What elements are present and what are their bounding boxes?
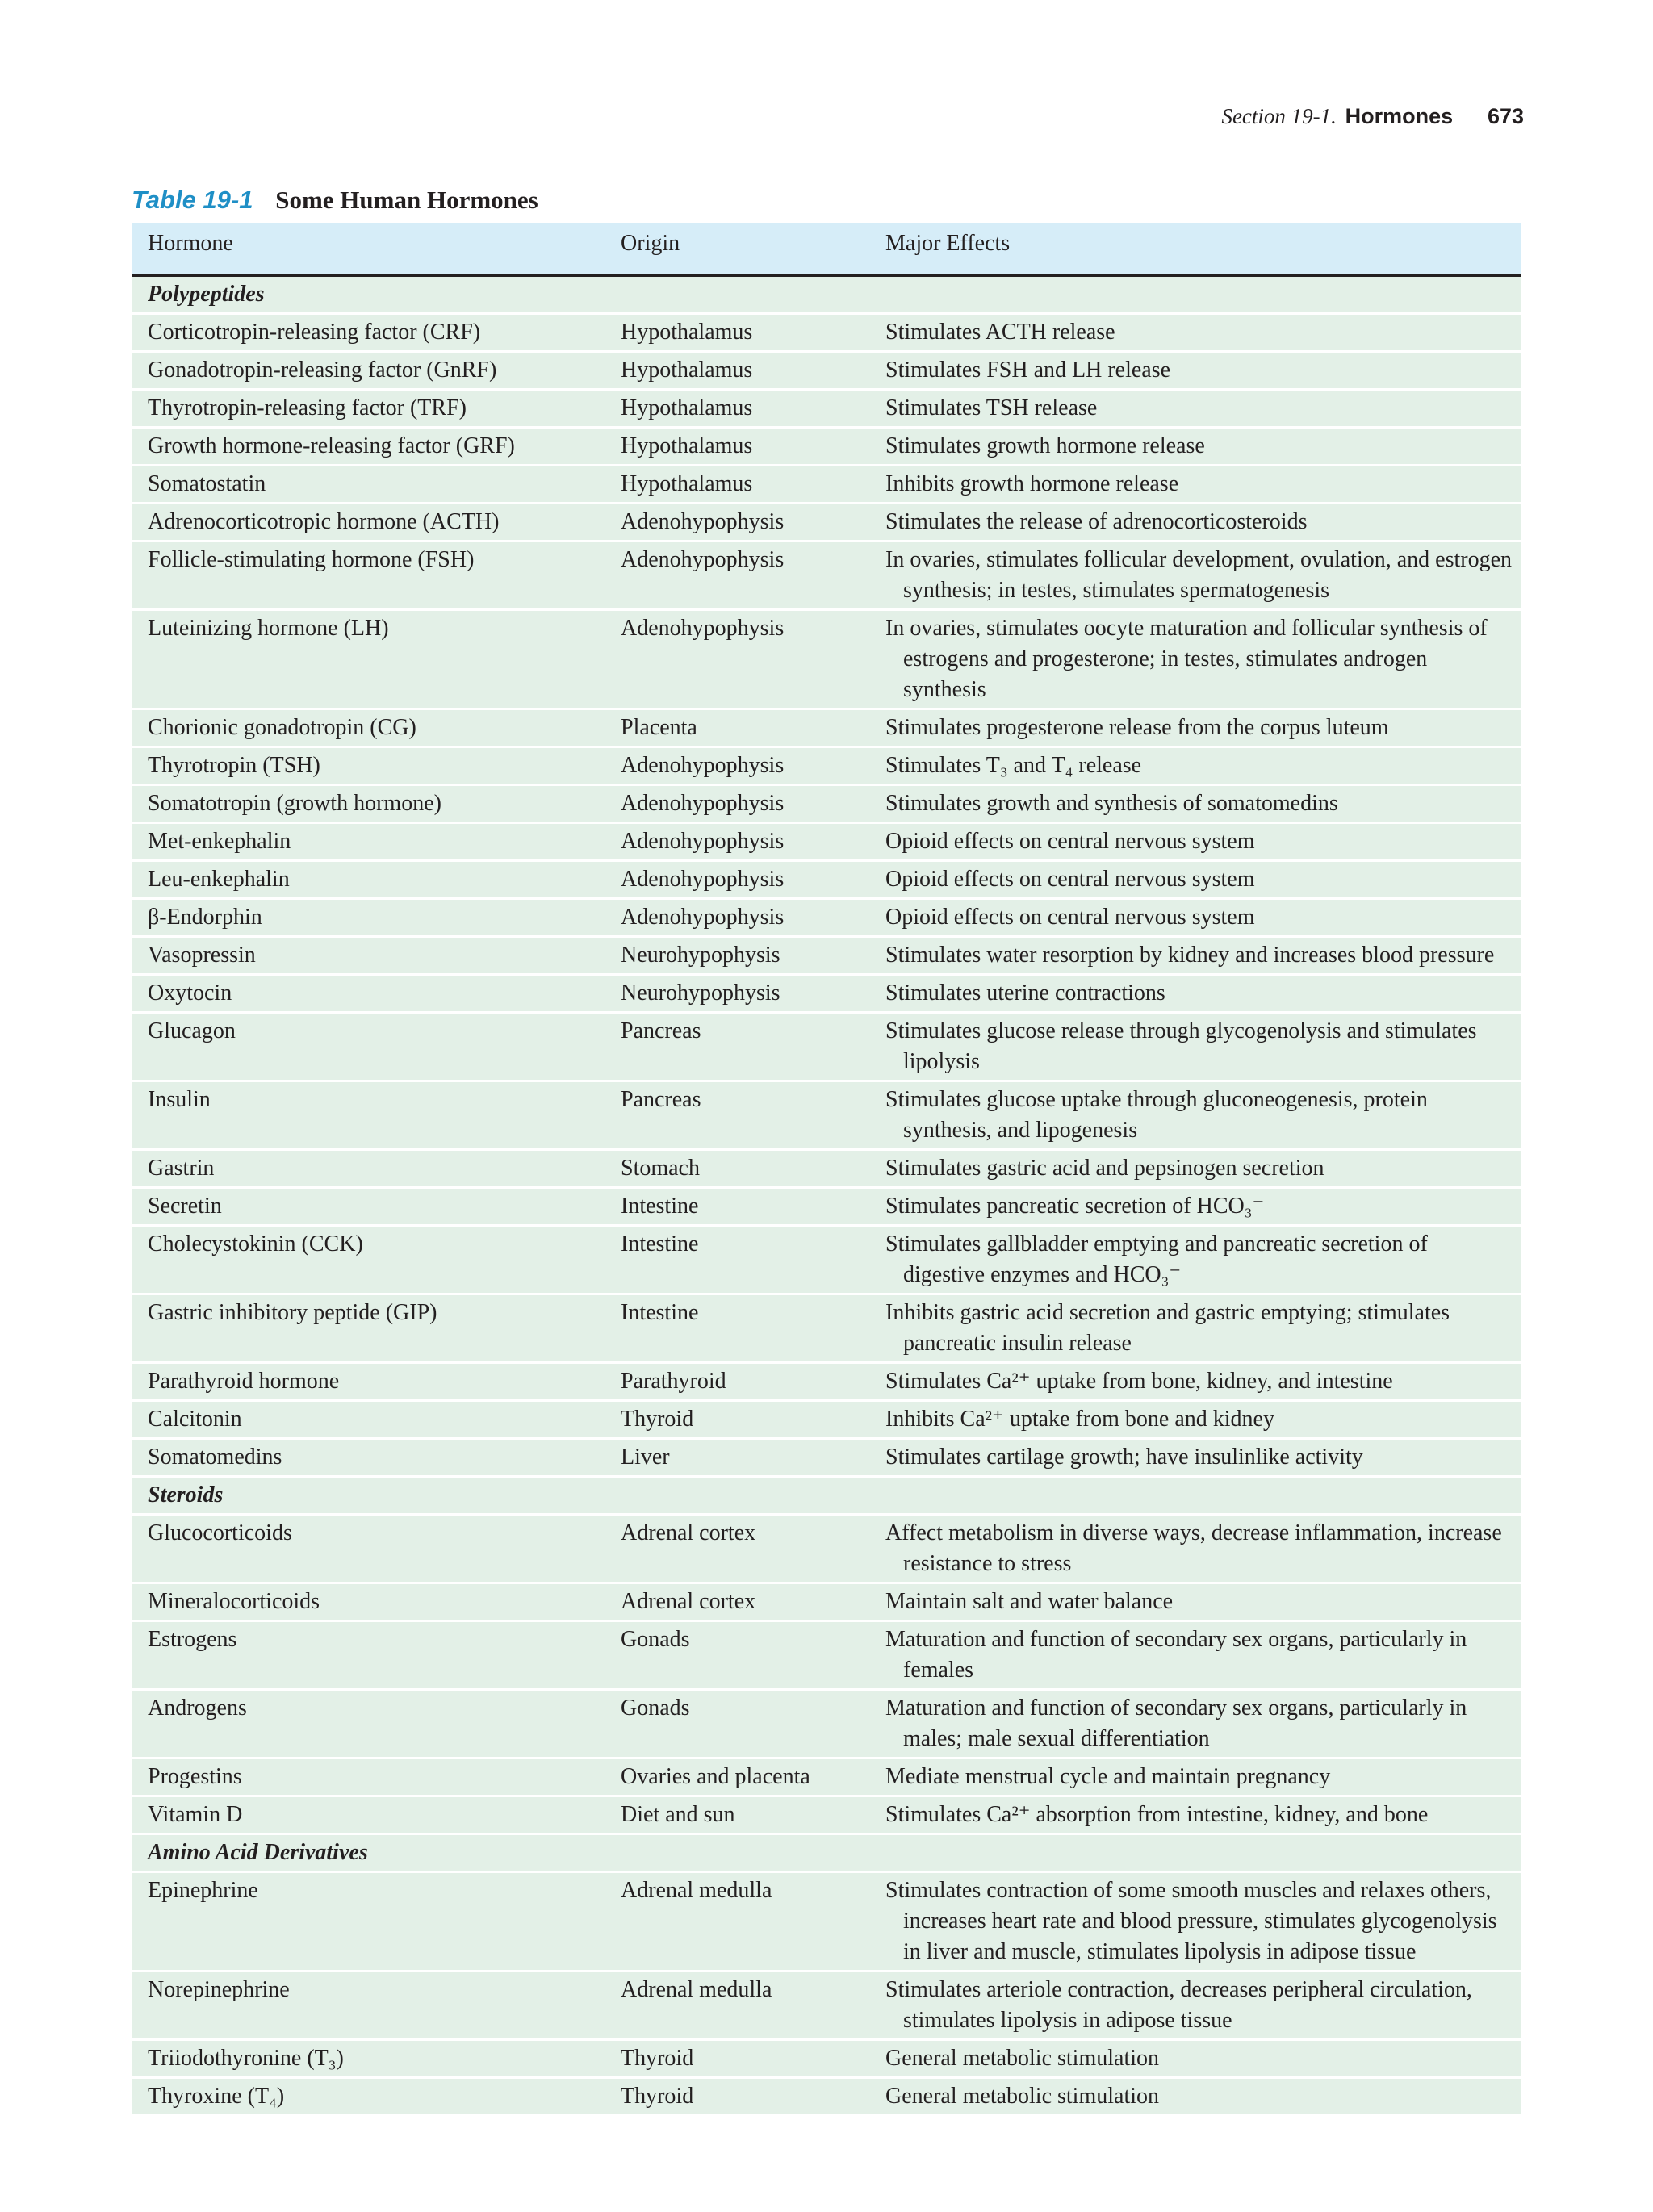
effect-text: Maturation and function of secondary sex organs, particularly in females xyxy=(885,1627,1467,1683)
table-row xyxy=(132,428,1521,466)
effect-cell xyxy=(869,610,1521,709)
origin-cell: Neurohypophysis xyxy=(605,937,869,975)
effect-text: Stimulates contraction of some smooth muscles and relaxes others, increases heart rate and blood pressure, stimulates glycogenolysis in liver and muscle, stimulates lipolysis in adipose tissue xyxy=(885,1878,1497,1964)
table-row xyxy=(132,610,1521,709)
effect-cell xyxy=(869,1226,1521,1294)
effect-text: General metabolic stimulation xyxy=(885,2084,1160,2109)
effect-cell xyxy=(869,1872,1521,1972)
hormone-cell: Corticotropin-releasing factor (CRF) xyxy=(132,314,605,352)
effect-cell xyxy=(869,428,1521,466)
hormone-cell: Gonadotropin-releasing factor (GnRF) xyxy=(132,352,605,390)
hormone-cell: Glucocorticoids xyxy=(132,1515,605,1583)
origin-cell: Pancreas xyxy=(605,1081,869,1150)
table-row xyxy=(132,542,1521,610)
effect-text: Opioid effects on central nervous system xyxy=(885,905,1255,930)
table-row xyxy=(132,1294,1521,1363)
effect-text: Inhibits gastric acid secretion and gastric emptying; stimulates pancreatic insulin release xyxy=(885,1300,1450,1356)
origin-cell: Adrenal medulla xyxy=(605,1872,869,1972)
table-row xyxy=(132,1583,1521,1621)
hormone-cell: Thyroxine (T₄) xyxy=(132,2078,605,2115)
effect-text: Stimulates gastric acid and pepsinogen secretion xyxy=(885,1156,1324,1181)
section-heading: Amino Acid Derivatives xyxy=(132,1834,1521,1872)
table-row xyxy=(132,1796,1521,1834)
effect-text: Stimulates Ca²⁺ uptake from bone, kidney, and intestine xyxy=(885,1369,1393,1394)
hormone-cell: Adrenocorticotropic hormone (ACTH) xyxy=(132,504,605,542)
hormone-cell: Follicle-stimulating hormone (FSH) xyxy=(132,542,605,610)
effect-cell xyxy=(869,466,1521,504)
hormone-cell: Luteinizing hormone (LH) xyxy=(132,610,605,709)
table-row xyxy=(132,1150,1521,1188)
effect-text: Stimulates water resorption by kidney and increases blood pressure xyxy=(885,943,1495,968)
effect-text: Stimulates cartilage growth; have insulinlike activity xyxy=(885,1445,1363,1470)
hormone-cell: Triiodothyronine (T₃) xyxy=(132,2040,605,2078)
effect-cell xyxy=(869,1013,1521,1081)
effect-text: Stimulates T₃ and T₄ release xyxy=(885,753,1142,778)
origin-cell: Adenohypophysis xyxy=(605,610,869,709)
effect-cell xyxy=(869,785,1521,823)
hormone-cell: Norepinephrine xyxy=(132,1972,605,2040)
hormone-cell: Thyrotropin-releasing factor (TRF) xyxy=(132,390,605,428)
origin-cell: Stomach xyxy=(605,1150,869,1188)
table-row xyxy=(132,1515,1521,1583)
effect-text: Opioid effects on central nervous system xyxy=(885,829,1255,854)
table-number: Table 19-1 xyxy=(132,186,253,214)
effect-cell xyxy=(869,1690,1521,1758)
table-caption: Some Human Hormones xyxy=(275,186,538,214)
hormone-cell: Mineralocorticoids xyxy=(132,1583,605,1621)
effect-text: Stimulates arteriole contraction, decreases peripheral circulation, stimulates lipolysis in adipose tissue xyxy=(885,1977,1472,2033)
hormone-cell: Glucagon xyxy=(132,1013,605,1081)
section-row xyxy=(132,1834,1521,1872)
origin-cell: Gonads xyxy=(605,1621,869,1690)
effect-text: In ovaries, stimulates oocyte maturation and follicular synthesis of estrogens and progesterone; in testes, stimulates androgen synthesis xyxy=(885,616,1488,702)
effect-cell xyxy=(869,352,1521,390)
running-head xyxy=(1221,100,1524,132)
section-row xyxy=(132,276,1521,314)
origin-cell: Hypothalamus xyxy=(605,352,869,390)
origin-cell: Intestine xyxy=(605,1188,869,1226)
section-heading: Polypeptides xyxy=(132,276,1521,314)
origin-cell: Adenohypophysis xyxy=(605,823,869,861)
effect-cell xyxy=(869,2078,1521,2115)
table-header-row xyxy=(132,223,1521,276)
effect-text: Stimulates FSH and LH release xyxy=(885,358,1171,383)
effect-cell xyxy=(869,937,1521,975)
table-row xyxy=(132,861,1521,899)
effect-cell xyxy=(869,1583,1521,1621)
hormone-cell: Androgens xyxy=(132,1690,605,1758)
table-row xyxy=(132,504,1521,542)
effect-cell xyxy=(869,1294,1521,1363)
effect-cell xyxy=(869,1363,1521,1401)
hormone-cell: Parathyroid hormone xyxy=(132,1363,605,1401)
hormone-cell: Somatotropin (growth hormone) xyxy=(132,785,605,823)
effect-cell xyxy=(869,1796,1521,1834)
table-row xyxy=(132,1439,1521,1477)
effect-text: Stimulates TSH release xyxy=(885,395,1098,420)
hormone-cell: Cholecystokinin (CCK) xyxy=(132,1226,605,1294)
table-row xyxy=(132,937,1521,975)
origin-cell: Adrenal cortex xyxy=(605,1515,869,1583)
table-title xyxy=(132,184,538,216)
table-row xyxy=(132,975,1521,1013)
effect-text: Inhibits growth hormone release xyxy=(885,471,1179,496)
effect-cell xyxy=(869,1150,1521,1188)
effect-text: Stimulates Ca²⁺ absorption from intestine, kidney, and bone xyxy=(885,1802,1429,1827)
table-row xyxy=(132,823,1521,861)
effect-text: Stimulates pancreatic secretion of HCO₃⁻ xyxy=(885,1194,1265,1219)
effect-cell xyxy=(869,899,1521,937)
effect-cell xyxy=(869,1401,1521,1439)
effect-cell xyxy=(869,1188,1521,1226)
origin-cell: Intestine xyxy=(605,1226,869,1294)
origin-cell: Thyroid xyxy=(605,1401,869,1439)
hormone-cell: Epinephrine xyxy=(132,1872,605,1972)
origin-cell: Adenohypophysis xyxy=(605,899,869,937)
origin-cell: Adenohypophysis xyxy=(605,861,869,899)
hormone-cell: β-Endorphin xyxy=(132,899,605,937)
section-label: Section 19-1. xyxy=(1221,104,1337,128)
effect-cell xyxy=(869,390,1521,428)
hormone-table xyxy=(132,223,1521,2114)
table-row xyxy=(132,1690,1521,1758)
effect-text: Stimulates progesterone release from the corpus luteum xyxy=(885,715,1389,740)
effect-text: Opioid effects on central nervous system xyxy=(885,867,1255,892)
hormone-cell: Calcitonin xyxy=(132,1401,605,1439)
hormone-table-container xyxy=(132,223,1521,2114)
hormone-cell: Progestins xyxy=(132,1758,605,1796)
origin-cell: Adenohypophysis xyxy=(605,504,869,542)
page-number: 673 xyxy=(1487,104,1524,128)
table-row xyxy=(132,1081,1521,1150)
table-row xyxy=(132,2040,1521,2078)
origin-cell: Neurohypophysis xyxy=(605,975,869,1013)
table-row xyxy=(132,2078,1521,2115)
hormone-cell: Somatostatin xyxy=(132,466,605,504)
origin-cell: Thyroid xyxy=(605,2040,869,2078)
table-row xyxy=(132,1872,1521,1972)
hormone-cell: Met-enkephalin xyxy=(132,823,605,861)
table-row xyxy=(132,1972,1521,2040)
effect-text: Affect metabolism in diverse ways, decrease inflammation, increase resistance to stress xyxy=(885,1520,1502,1576)
origin-cell: Hypothalamus xyxy=(605,314,869,352)
section-topic: Hormones xyxy=(1345,104,1454,128)
origin-cell: Gonads xyxy=(605,1690,869,1758)
effect-text: Stimulates glucose uptake through gluconeogenesis, protein synthesis, and lipogenesis xyxy=(885,1087,1428,1143)
origin-cell: Adenohypophysis xyxy=(605,747,869,785)
table-row xyxy=(132,352,1521,390)
effect-cell xyxy=(869,975,1521,1013)
origin-cell: Hypothalamus xyxy=(605,428,869,466)
origin-cell: Adenohypophysis xyxy=(605,785,869,823)
effect-text: General metabolic stimulation xyxy=(885,2046,1160,2071)
effect-cell xyxy=(869,1972,1521,2040)
hormone-cell: Leu-enkephalin xyxy=(132,861,605,899)
effect-cell xyxy=(869,1621,1521,1690)
effect-cell xyxy=(869,1439,1521,1477)
table-row xyxy=(132,390,1521,428)
effect-text: Stimulates ACTH release xyxy=(885,320,1115,345)
table-row xyxy=(132,709,1521,747)
hormone-cell: Gastrin xyxy=(132,1150,605,1188)
section-row xyxy=(132,1477,1521,1515)
effect-text: Stimulates uterine contractions xyxy=(885,981,1165,1006)
effect-cell xyxy=(869,747,1521,785)
table-row xyxy=(132,1758,1521,1796)
section-heading: Steroids xyxy=(132,1477,1521,1515)
origin-cell: Liver xyxy=(605,1439,869,1477)
effect-cell xyxy=(869,504,1521,542)
hormone-cell: Secretin xyxy=(132,1188,605,1226)
effect-cell xyxy=(869,1081,1521,1150)
effect-cell xyxy=(869,1515,1521,1583)
hormone-cell: Somatomedins xyxy=(132,1439,605,1477)
effect-text: In ovaries, stimulates follicular development, ovulation, and estrogen synthesis; in testes, stimulates spermatogenesis xyxy=(885,547,1513,603)
effect-cell xyxy=(869,2040,1521,2078)
hormone-cell: Gastric inhibitory peptide (GIP) xyxy=(132,1294,605,1363)
hormone-cell: Growth hormone-releasing factor (GRF) xyxy=(132,428,605,466)
origin-cell: Intestine xyxy=(605,1294,869,1363)
effect-text: Stimulates glucose release through glycogenolysis and stimulates lipolysis xyxy=(885,1018,1477,1074)
effect-cell xyxy=(869,709,1521,747)
effect-text: Stimulates growth hormone release xyxy=(885,433,1205,458)
effect-cell xyxy=(869,314,1521,352)
effect-text: Mediate menstrual cycle and maintain pregnancy xyxy=(885,1764,1331,1789)
origin-cell: Placenta xyxy=(605,709,869,747)
effect-text: Stimulates growth and synthesis of somatomedins xyxy=(885,791,1338,816)
table-row xyxy=(132,1401,1521,1439)
hormone-cell: Vitamin D xyxy=(132,1796,605,1834)
table-row xyxy=(132,1621,1521,1690)
origin-cell: Adrenal cortex xyxy=(605,1583,869,1621)
effect-text: Stimulates the release of adrenocorticosteroids xyxy=(885,509,1308,534)
table-row xyxy=(132,1188,1521,1226)
table-row xyxy=(132,1226,1521,1294)
origin-cell: Adrenal medulla xyxy=(605,1972,869,2040)
origin-cell: Ovaries and placenta xyxy=(605,1758,869,1796)
effect-text: Maintain salt and water balance xyxy=(885,1589,1174,1614)
table-row xyxy=(132,747,1521,785)
origin-cell: Pancreas xyxy=(605,1013,869,1081)
table-body xyxy=(132,276,1521,2115)
hormone-cell: Vasopressin xyxy=(132,937,605,975)
hormone-cell: Chorionic gonadotropin (CG) xyxy=(132,709,605,747)
column-header-effects: Major Effects xyxy=(869,223,1521,276)
effect-cell xyxy=(869,861,1521,899)
effect-cell xyxy=(869,542,1521,610)
table-row xyxy=(132,466,1521,504)
effect-text: Inhibits Ca²⁺ uptake from bone and kidney xyxy=(885,1407,1274,1432)
column-header-origin: Origin xyxy=(605,223,869,276)
column-header-hormone: Hormone xyxy=(132,223,605,276)
origin-cell: Parathyroid xyxy=(605,1363,869,1401)
origin-cell: Thyroid xyxy=(605,2078,869,2115)
origin-cell: Hypothalamus xyxy=(605,466,869,504)
table-row xyxy=(132,899,1521,937)
table-row xyxy=(132,1013,1521,1081)
effect-cell xyxy=(869,823,1521,861)
table-row xyxy=(132,785,1521,823)
hormone-cell: Thyrotropin (TSH) xyxy=(132,747,605,785)
table-row xyxy=(132,1363,1521,1401)
effect-text: Stimulates gallbladder emptying and pancreatic secretion of digestive enzymes and HCO₃⁻ xyxy=(885,1231,1428,1287)
origin-cell: Adenohypophysis xyxy=(605,542,869,610)
hormone-cell: Oxytocin xyxy=(132,975,605,1013)
origin-cell: Diet and sun xyxy=(605,1796,869,1834)
table-row xyxy=(132,314,1521,352)
hormone-cell: Insulin xyxy=(132,1081,605,1150)
hormone-cell: Estrogens xyxy=(132,1621,605,1690)
origin-cell: Hypothalamus xyxy=(605,390,869,428)
effect-text: Maturation and function of secondary sex organs, particularly in males; male sexual differentiation xyxy=(885,1696,1467,1751)
effect-cell xyxy=(869,1758,1521,1796)
